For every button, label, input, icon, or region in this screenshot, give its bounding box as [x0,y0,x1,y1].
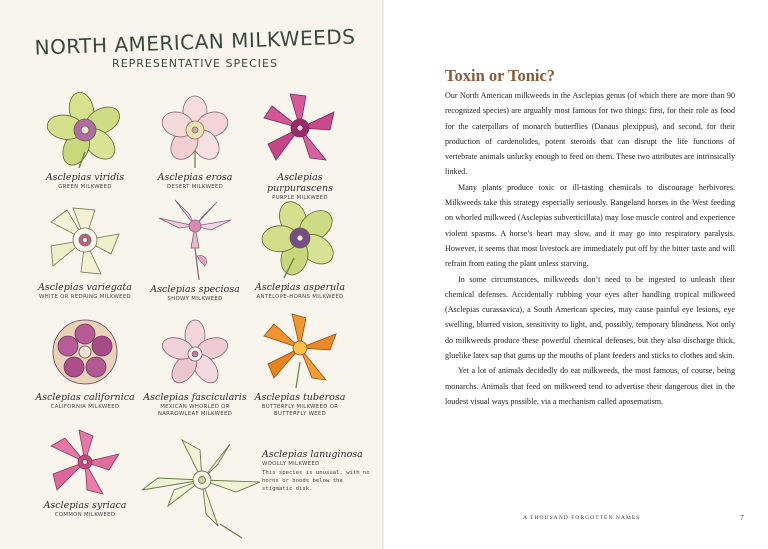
article-heading: Toxin or Tonic? [445,66,556,85]
species-common-name: DESERT MILKWEED [166,184,224,190]
plate-subtitle: REPRESENTATIVE SPECIES [112,57,278,70]
species-common-name: MEXICAN WHORLED OR NARROWLEAF MILKWEED [157,404,233,418]
species-sci-name: Asclepias syriaca [43,500,127,511]
specimen-erosa [140,90,250,191]
article-paragraph-1: Our North American milkweeds in the Asclepias genus (of which there are more than 90 recognized species) are arguably most famous for two things: first, for their role as food for the caterpillars of monarch butterflies (Danaus plexippus), and second, for their production of cardenolides, potent steroids that can disrupt the life functions of vertebrate animals unlucky enough to feed on them. These two attributes are intrinsically linked. [445,91,735,177]
specimen-syriaca [30,426,140,519]
specimen-variegata [30,200,140,301]
plate-title: NORTH AMERICAN MILKWEEDS [34,24,356,60]
species-note: This species is unusual, with no horns or hoods below the stigmatic disk. [262,470,370,492]
white-milkweed-flower-illustration [45,200,125,280]
article-body [445,88,735,409]
species-sci-name: Asclepias tuberosa [254,392,346,403]
specimen-lanuginosa [262,447,372,494]
specimen-tuberosa [245,312,355,419]
species-common-name: WHITE OR REDRING MILKWEED [38,294,132,300]
page-number: 7 [740,513,744,522]
butterfly-weed-flower-illustration [260,312,340,390]
showy-milkweed-flower-illustration [155,196,235,282]
specimen-viridis [30,90,140,191]
species-sci-name: Asclepias variegata [38,282,132,293]
species-common-name: PURPLE MILKWEED [272,195,328,201]
specimen-speciosa [140,196,250,303]
purple-milkweed-flower-illustration [260,88,340,170]
specimen-purpurascens [245,88,355,202]
specimen-lanuginosa-illustration [138,436,266,542]
species-common-name: ANTELOPE-HORNS MILKWEED [256,294,344,300]
species-sci-name: Asclepias fascicularis [143,392,247,403]
specimen-asperula [245,198,355,301]
running-footer-title: A THOUSAND FORGOTTEN NAMES [523,515,641,521]
species-sci-name: Asclepias lanuginosa [262,449,363,460]
species-sci-name: Asclepias purpurascens [267,172,333,194]
narrowleaf-milkweed-flower-illustration [155,318,235,390]
woolly-milkweed-flower-illustration [138,436,266,542]
species-sci-name: Asclepias viridis [45,172,125,183]
species-sci-name: Asclepias californica [35,392,135,403]
species-sci-name: Asclepias erosa [157,172,233,183]
species-common-name: GREEN MILKWEED [58,184,112,190]
species-common-name: WOOLLY MILKWEED [262,461,320,467]
species-common-name: COMMON MILKWEED [54,512,116,518]
article-paragraph-3: In some circumstances, milkweeds don’t need to be ingested to unleash their chemical defenses. Accidentally rubbing your eyes after handling tropical milkweed (Asclepias curassavica), a South American species, may cause painful eye lesions, eye swelling, blurred vision, sensitivity to light, and, possibly, temporary blindness. Not only do milkweeds produce these powerful chemical defenses, but they also discharge thick, gluelike latex sap that gums up the mouths of plant feeders and sticks to clothes and skin. [445,274,735,361]
green-milkweed-flower-illustration [45,90,125,170]
desert-milkweed-flower-illustration [155,90,235,170]
species-common-name: CALIFORNIA MILKWEED [50,404,120,410]
antelope-horns-flower-illustration [260,198,340,280]
article-paragraph-4: Yet a lot of animals decidedly do eat milkweeds, the most famous, of course, being monarchs. Animals that feed on milkweed tend to advertise their dangerous diet in the loudest visual ways possible, via a mechanism called aposematism. [445,366,735,406]
specimen-fascicularis [140,318,250,419]
common-milkweed-flower-illustration [45,426,125,498]
specimen-californica [30,314,140,411]
species-common-name: SHOWY MILKWEED [167,296,223,302]
california-milkweed-flower-illustration [45,314,125,390]
species-sci-name: Asclepias asperula [255,282,345,293]
species-common-name: BUTTERFLY MILKWEED OR BUTTERFLY WEED [261,404,339,418]
species-sci-name: Asclepias speciosa [150,284,240,295]
article-paragraph-2: Many plants produce toxic or ill-tasting chemicals to discourage herbivores. Milkweeds take this strategy especially seriously. Rangeland horses in the West feeding on whorled milkweed (Asclepias subverticillata) may lose muscle control and experience violent spasms. A horse’s heart may slow, and it may go into respiratory paralysis. However, it seems that most livestock are immediately put off by the bitter taste and will refrain from eating the plant unless starving. [445,182,735,269]
